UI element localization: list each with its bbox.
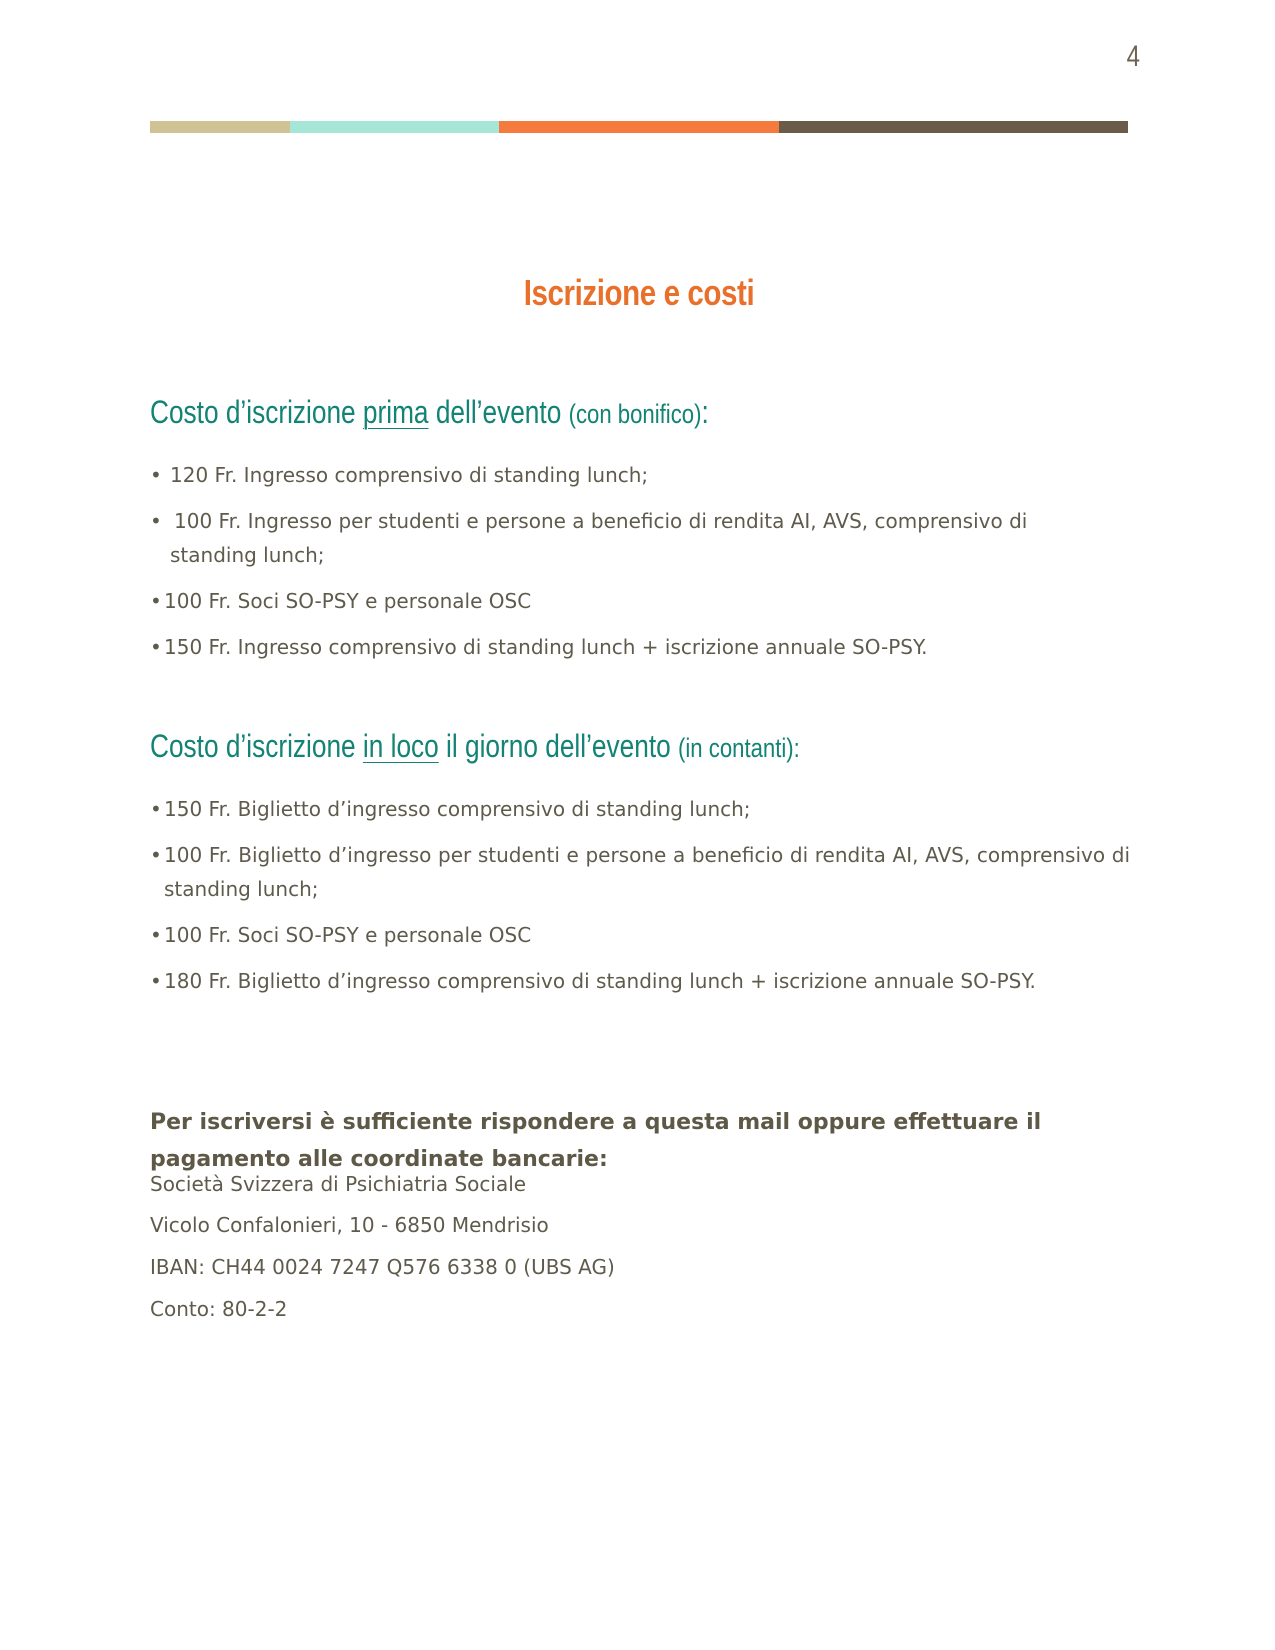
heading-note: (con bonifico) bbox=[568, 399, 702, 429]
heading-note: (in contanti): bbox=[677, 733, 800, 763]
list-item: • 150 Fr. Biglietto d’ingresso comprensivo di standing lunch; bbox=[150, 792, 1130, 826]
color-bar-segment-brown bbox=[779, 121, 1128, 133]
heading-colon: : bbox=[701, 394, 709, 430]
list-item-text: 100 Fr. Ingresso per studenti e persone a beneficio di rendita AI, AVS, comprensivo di standing lunch; bbox=[170, 509, 1028, 567]
decorative-color-bar bbox=[150, 121, 1128, 133]
list-item: • 100 Fr. Soci SO-PSY e personale OSC bbox=[150, 918, 1130, 952]
list-item: • 150 Fr. Ingresso comprensivo di standing lunch + iscrizione annuale SO-PSY. bbox=[150, 630, 1130, 664]
section-heading-onsite bbox=[150, 728, 800, 765]
price-list-prepayment bbox=[150, 458, 1130, 676]
price-list-onsite bbox=[150, 792, 1130, 1010]
heading-text: dell’evento bbox=[435, 394, 562, 430]
section-heading-prepayment bbox=[150, 394, 709, 431]
color-bar-segment-mint bbox=[290, 121, 499, 133]
list-item: • 100 Fr. Biglietto d’ingresso per studenti e persone a beneficio di rendita AI, AVS, comprensivo di standing lunch; bbox=[150, 838, 1130, 906]
heading-underlined-text: in loco bbox=[362, 728, 439, 764]
color-bar-segment-orange bbox=[499, 121, 779, 133]
bank-iban: IBAN: CH44 0024 7247 Q576 6338 0 (UBS AG) bbox=[150, 1255, 615, 1279]
heading-text: Costo d’iscrizione bbox=[150, 394, 356, 430]
bank-account: Conto: 80-2-2 bbox=[150, 1297, 288, 1321]
heading-text: il giorno dell’evento bbox=[446, 728, 671, 764]
heading-underlined-text: prima bbox=[362, 394, 429, 430]
registration-note: Per iscriversi è sufficiente rispondere a questa mail oppure effettuare il pagamento alle coordinate bancarie: bbox=[150, 1110, 1042, 1172]
list-item bbox=[150, 504, 1130, 572]
page-title: Iscrizione e costi bbox=[523, 272, 755, 313]
bank-address: Vicolo Confalonieri, 10 - 6850 Mendrisio bbox=[150, 1213, 549, 1237]
bank-name: Società Svizzera di Psichiatria Sociale bbox=[150, 1172, 527, 1196]
heading-text: Costo d’iscrizione bbox=[150, 728, 356, 764]
color-bar-segment-tan bbox=[150, 121, 290, 133]
list-item: • 180 Fr. Biglietto d’ingresso comprensivo di standing lunch + iscrizione annuale SO-PSY. bbox=[150, 964, 1130, 998]
page-number: 4 bbox=[1126, 40, 1140, 73]
list-item: • 100 Fr. Soci SO-PSY e personale OSC bbox=[150, 584, 1130, 618]
list-item: • 120 Fr. Ingresso comprensivo di standing lunch; bbox=[150, 458, 1130, 492]
